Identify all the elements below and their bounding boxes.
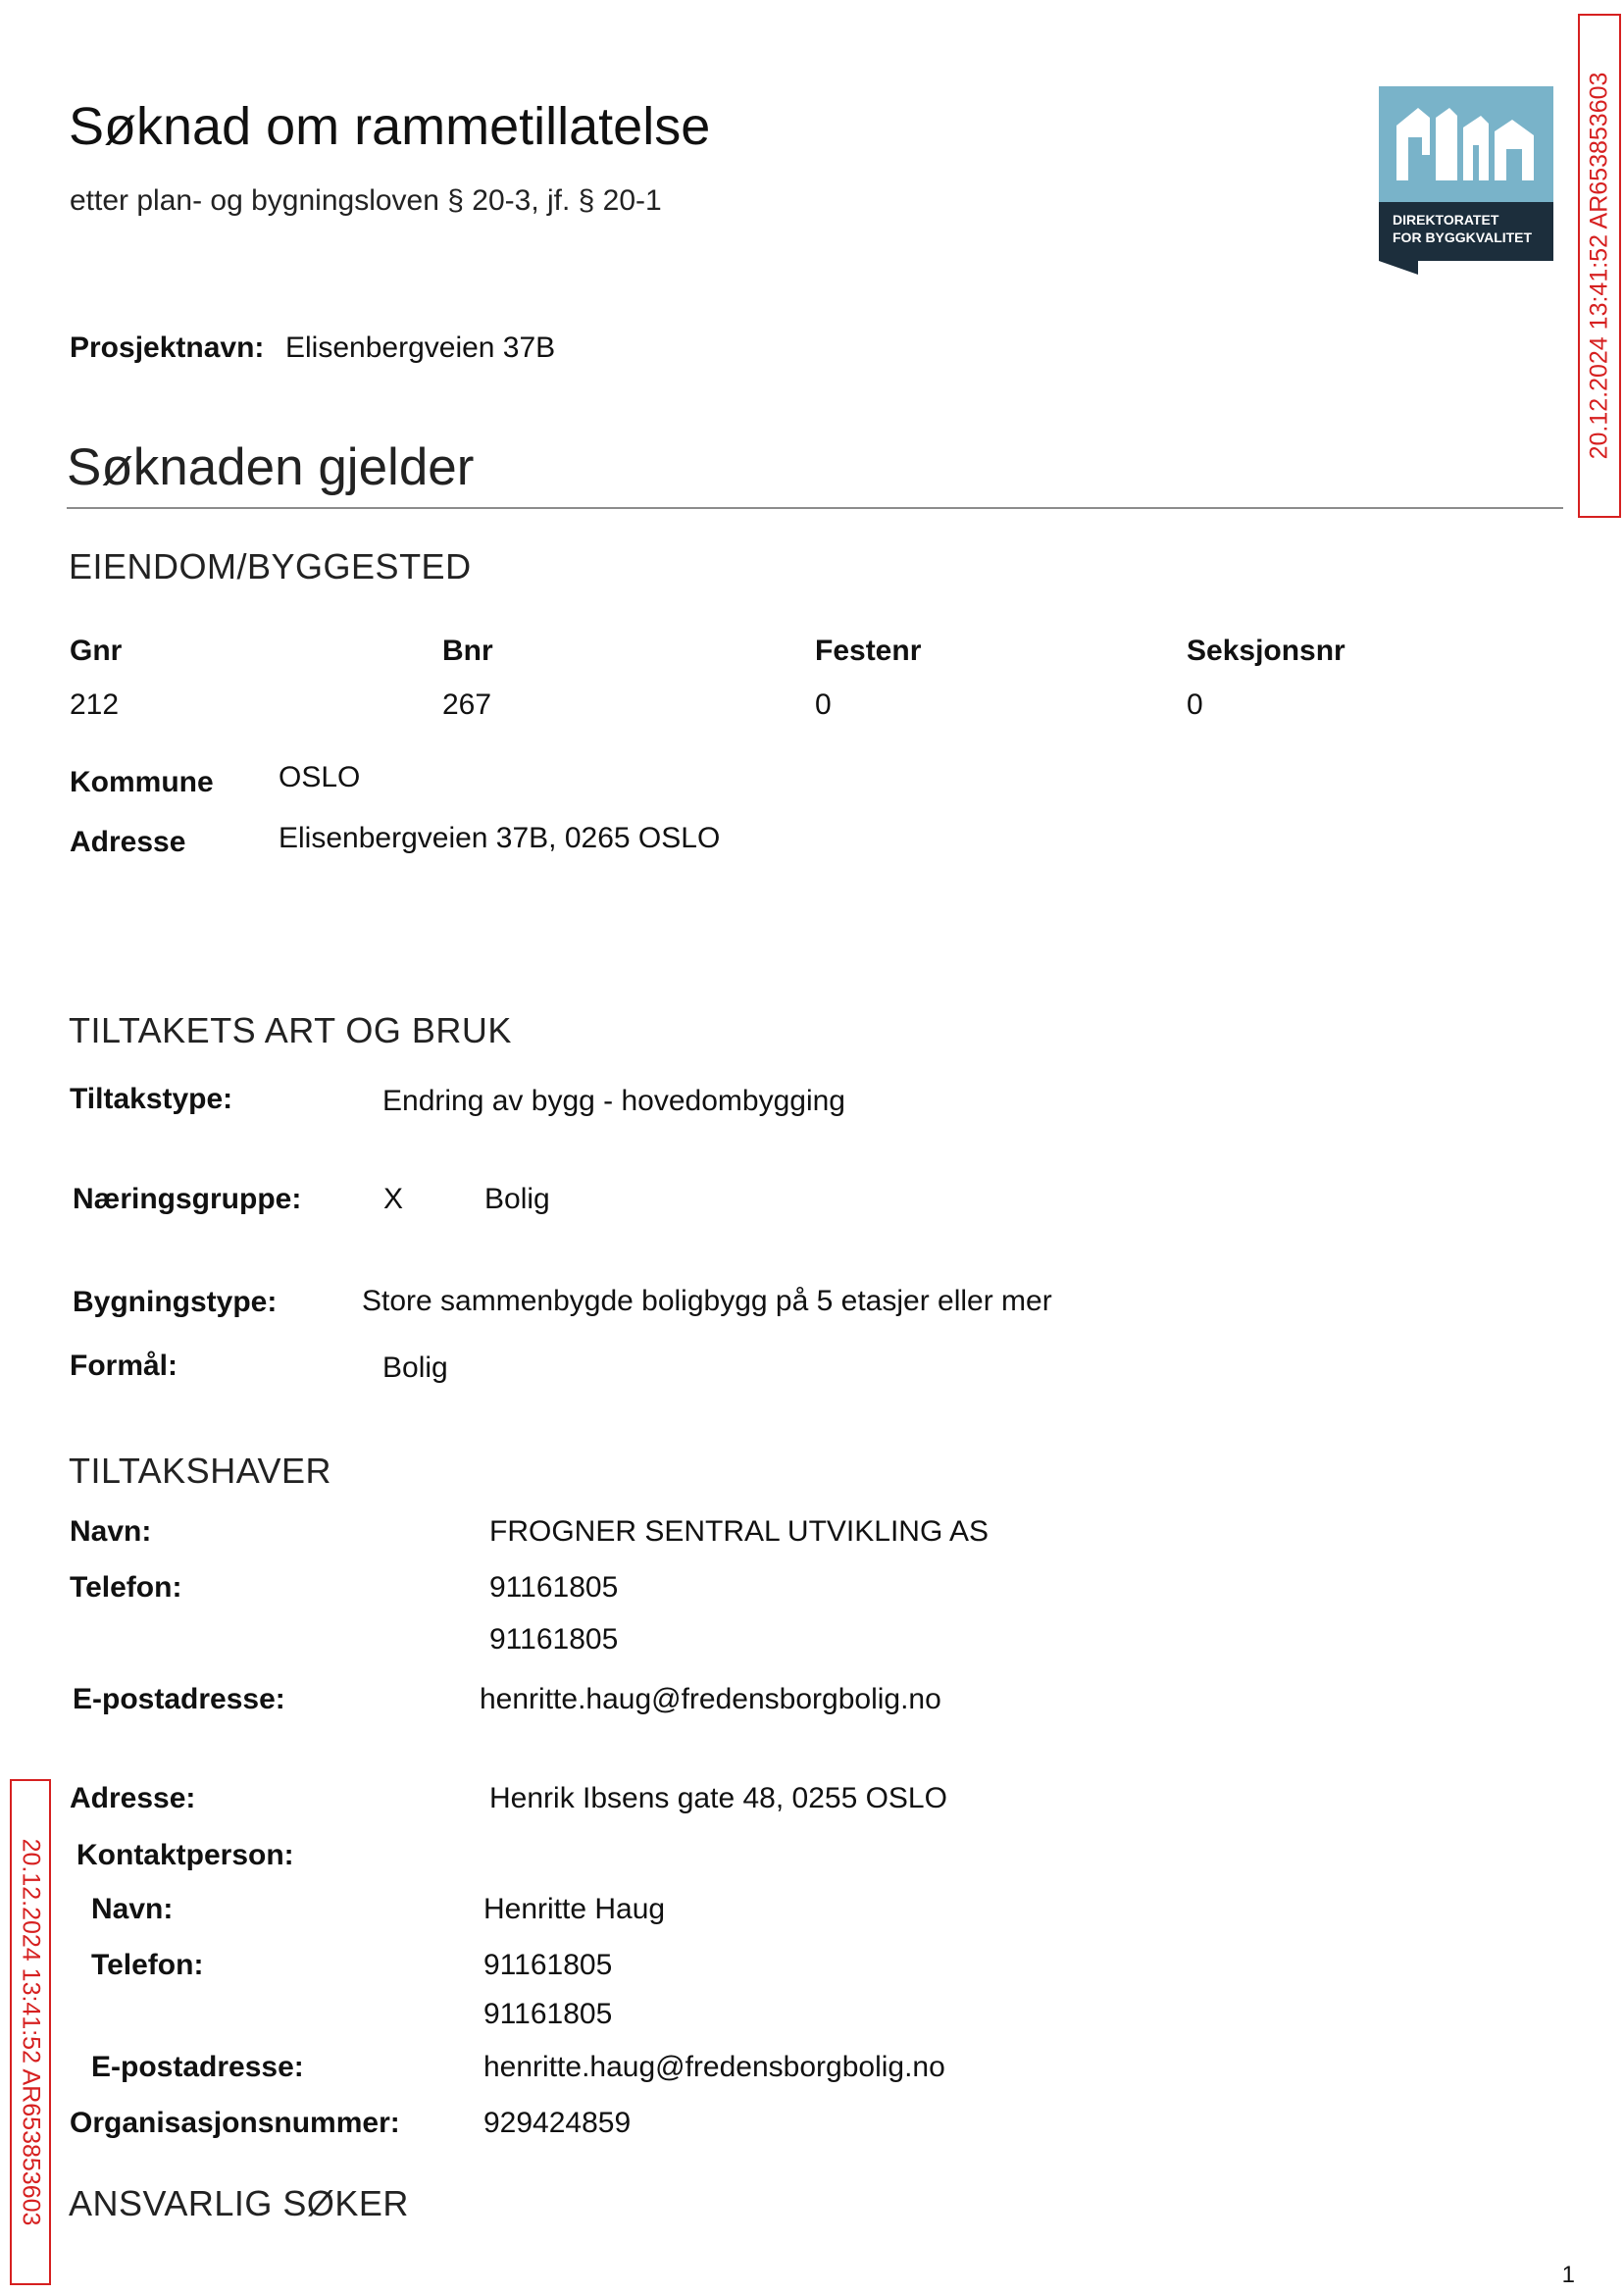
- seksjonsnr-value: 0: [1187, 688, 1203, 721]
- adresse-value: Elisenbergveien 37B, 0265 OSLO: [279, 822, 721, 854]
- naeringsgruppe-value: Bolig: [484, 1183, 550, 1215]
- ansvarlig-soker-heading: ANSVARLIG SØKER: [69, 2183, 409, 2223]
- tiltakshaver-adresse-label: Adresse:: [70, 1782, 196, 1814]
- logo-text-line1: DIREKTORATET: [1393, 212, 1499, 228]
- kontakt-epost-value: henritte.haug@fredensborgbolig.no: [483, 2051, 945, 2083]
- project-name-value: Elisenbergveien 37B: [285, 331, 556, 364]
- kommune-label: Kommune: [70, 766, 214, 798]
- gnr-label: Gnr: [70, 635, 123, 667]
- tiltakshaver-epost-value: henritte.haug@fredensborgbolig.no: [480, 1683, 941, 1715]
- naeringsgruppe-label: Næringsgruppe:: [73, 1183, 302, 1215]
- kontakt-telefon-label: Telefon:: [91, 1949, 204, 1981]
- formal-value: Bolig: [382, 1351, 448, 1384]
- bygningstype-value: Store sammenbygde boligbygg på 5 etasjer eller mer: [362, 1285, 1052, 1317]
- festenr-value: 0: [815, 688, 832, 721]
- naeringsgruppe-code: X: [383, 1183, 404, 1215]
- tiltakshaver-epost-label: E-postadresse:: [73, 1683, 285, 1715]
- section-divider: [67, 507, 1563, 509]
- kontakt-telefon-1: 91161805: [483, 1949, 613, 1981]
- kontakt-epost-label: E-postadresse:: [91, 2051, 304, 2083]
- tiltakshaver-heading: TILTAKSHAVER: [69, 1451, 332, 1491]
- seksjonsnr-label: Seksjonsnr: [1187, 635, 1345, 667]
- festenr-label: Festenr: [815, 635, 922, 667]
- tiltakshaver-navn-label: Navn:: [70, 1515, 152, 1548]
- gnr-value: 212: [70, 688, 120, 721]
- date-stamp-top: [1578, 14, 1621, 518]
- bnr-label: Bnr: [442, 635, 493, 667]
- document-subtitle: etter plan- og bygningsloven § 20-3, jf. § 20-1: [70, 184, 662, 217]
- kontakt-navn-value: Henritte Haug: [483, 1893, 666, 1925]
- project-name-label: Prosjektnavn:: [70, 331, 265, 364]
- tiltakshaver-adresse-value: Henrik Ibsens gate 48, 0255 OSLO: [489, 1782, 947, 1814]
- bygningstype-label: Bygningstype:: [73, 1286, 278, 1318]
- section-title: Søknaden gjelder: [67, 438, 475, 496]
- tiltak-heading: TILTAKETS ART OG BRUK: [69, 1010, 512, 1050]
- tiltakstype-value: Endring av bygg - hovedombygging: [382, 1085, 845, 1117]
- tiltakshaver-telefon-2: 91161805: [489, 1623, 619, 1656]
- page-number: 1: [1561, 2262, 1575, 2288]
- date-stamp-left: [10, 1779, 51, 2285]
- tiltakshaver-telefon-1: 91161805: [489, 1571, 619, 1604]
- kontakt-navn-label: Navn:: [91, 1893, 174, 1925]
- document-title: Søknad om rammetillatelse: [69, 97, 711, 156]
- tiltakshaver-telefon-label: Telefon:: [70, 1571, 182, 1604]
- orgnr-label: Organisasjonsnummer:: [70, 2107, 400, 2139]
- property-heading: EIENDOM/BYGGESTED: [69, 546, 472, 586]
- kontakt-telefon-2: 91161805: [483, 1998, 613, 2030]
- bnr-value: 267: [442, 688, 492, 721]
- formal-label: Formål:: [70, 1350, 178, 1382]
- kontaktperson-label: Kontaktperson:: [76, 1839, 294, 1871]
- orgnr-value: 929424859: [483, 2107, 632, 2139]
- kommune-value: OSLO: [279, 761, 361, 793]
- date-stamp-top-text: 20.12.2024 13:41:52 AR653853603: [1585, 72, 1613, 460]
- adresse-label: Adresse: [70, 826, 186, 858]
- tiltakshaver-navn-value: FROGNER SENTRAL UTVIKLING AS: [489, 1515, 989, 1548]
- tiltakstype-label: Tiltakstype:: [70, 1083, 233, 1115]
- logo-text-line2: FOR BYGGKVALITET: [1393, 229, 1533, 245]
- date-stamp-left-text: 20.12.2024 13:41:52 AR653853603: [17, 1838, 45, 2226]
- dibk-logo: [1379, 86, 1553, 275]
- dibk-logo-graphic: [1379, 86, 1553, 275]
